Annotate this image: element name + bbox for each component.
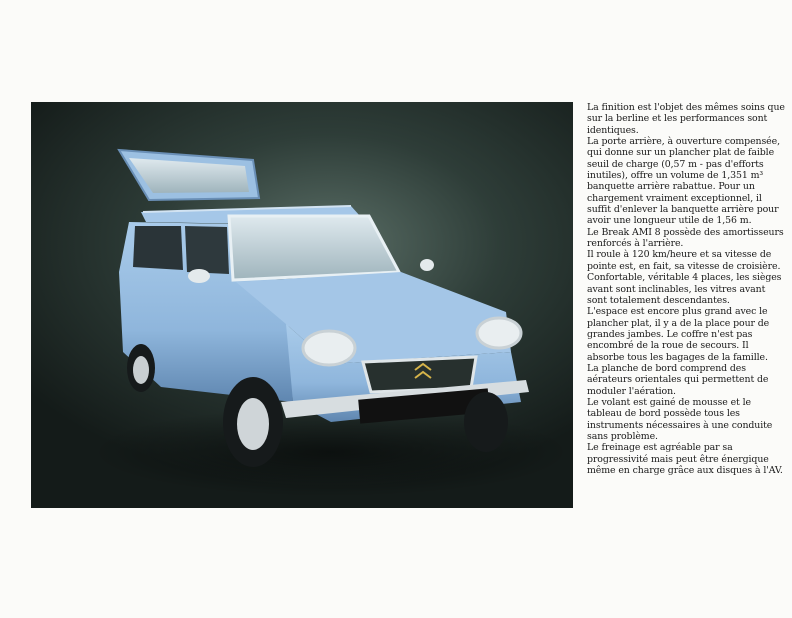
paragraph-volant: Le volant est gainé de mousse et le tableau de bord possède tous les instruments nécessaires à une conduite sans problème. — [587, 396, 773, 442]
paragraph-espace: L'espace est encore plus grand avec le plancher plat, il y a de la place pour de grandes jambes. Le coffre n'est pas encombré de la roue de secours. Il absorbe tous les bagages de la famille. — [587, 306, 770, 363]
paragraph-finition: La finition est l'objet des mêmes soins que sur la berline et les performances sont identiques. — [587, 102, 785, 136]
car-photo — [31, 102, 573, 508]
paragraph-confortable: Confortable, véritable 4 places, les sièges avant sont inclinables, les vitres avant sont totalement descendantes. — [587, 272, 782, 306]
paragraph-porte-arriere: La porte arrière, à ouverture compensée, qui donne sur un plancher plat de faible seuil de charge (0,57 m - pas d'efforts inutiles), offre un volume de 1,351 m³ banquette arrière rabattue. Pour un chargement vraiment exceptionnel, il suffit d'enlever la banquette arrière pour avoir une longueur utile de 1,56 m. — [587, 136, 780, 227]
paragraph-vitesse: Il roule à 120 km/heure et sa vitesse de pointe est, en fait, sa vitesse de croisière. — [587, 249, 781, 272]
paragraph-planche-de-bord: La planche de bord comprend des aérateurs orientales qui permettent de moduler l'aération. — [587, 362, 769, 397]
description-text — [587, 102, 785, 476]
paragraph-amortisseurs: Le Break AMI 8 possède des amortisseurs renforcés à l'arrière. — [587, 226, 784, 250]
car-photo-icon — [31, 102, 573, 508]
paragraph-freinage: Le freinage est agréable par sa progressivité mais peut être énergique même en charge grâce aux disques à l'AV. — [587, 442, 783, 476]
